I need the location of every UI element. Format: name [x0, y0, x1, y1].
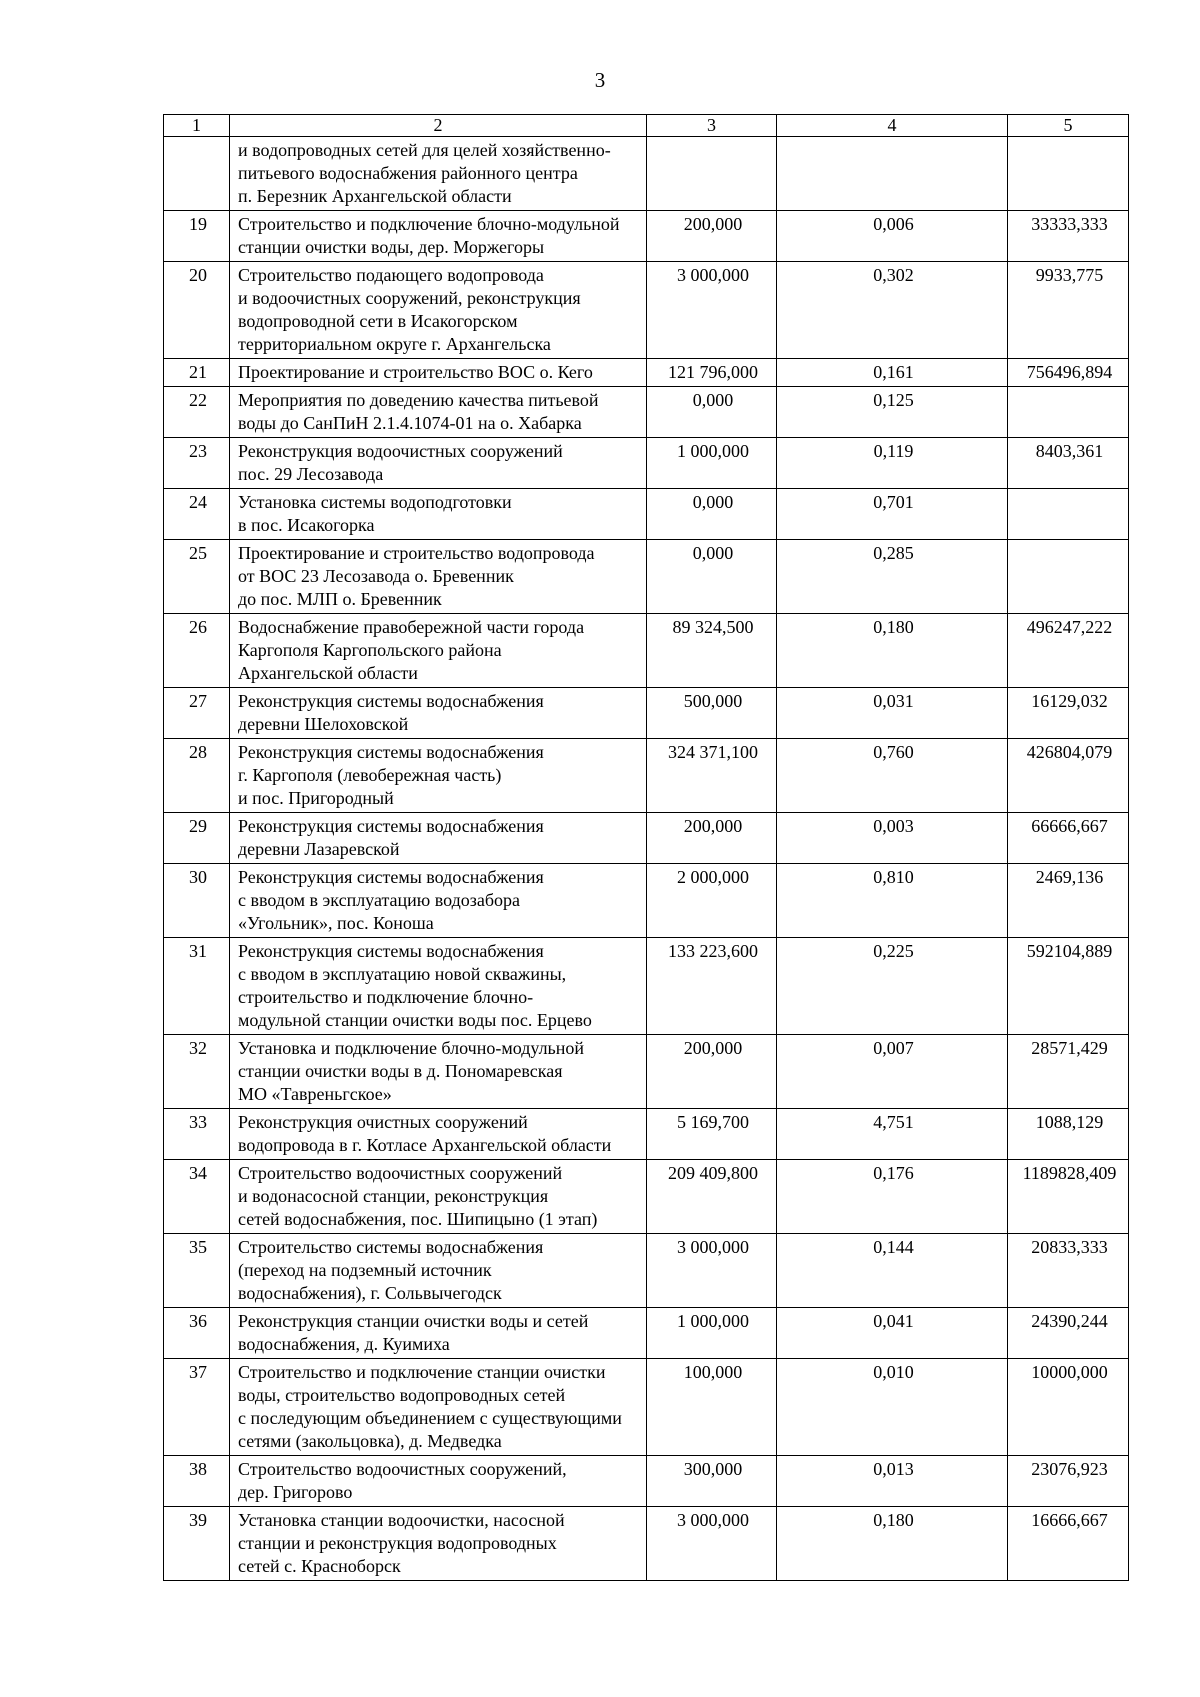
column-4-cell: 0,302: [777, 262, 1008, 359]
row-number-cell: 31: [164, 938, 230, 1035]
column-3-cell: 100,000: [647, 1359, 777, 1456]
table-row: [164, 359, 1129, 387]
column-3-cell: 300,000: [647, 1456, 777, 1507]
column-4-cell: 0,041: [777, 1308, 1008, 1359]
column-4-cell: 0,013: [777, 1456, 1008, 1507]
description-cell: Реконструкция системы водоснабжения с вводом в эксплуатацию водозабора «Угольник», пос. Коноша: [230, 864, 647, 938]
description-cell: Проектирование и строительство водопровода от ВОС 23 Лесозавода о. Бревенник до пос. МЛП о. Бревенник: [230, 540, 647, 614]
column-5-cell: 33333,333: [1008, 211, 1129, 262]
table-row: [164, 540, 1129, 614]
description-cell: Водоснабжение правобережной части города Каргополя Каргопольского района Архангельской области: [230, 614, 647, 688]
column-4-cell: 0,003: [777, 813, 1008, 864]
column-4-cell: 0,006: [777, 211, 1008, 262]
column-5-cell: 20833,333: [1008, 1234, 1129, 1308]
row-number-cell: 30: [164, 864, 230, 938]
column-3-cell: 89 324,500: [647, 614, 777, 688]
column-4-cell: 0,810: [777, 864, 1008, 938]
description-cell: Реконструкция системы водоснабжения деревни Лазаревской: [230, 813, 647, 864]
table-row: [164, 739, 1129, 813]
column-3-cell: 200,000: [647, 211, 777, 262]
column-5-cell: [1008, 540, 1129, 614]
column-4-cell: 0,125: [777, 387, 1008, 438]
column-header-5: 5: [1008, 115, 1129, 137]
table-row: [164, 1456, 1129, 1507]
column-3-cell: 0,000: [647, 489, 777, 540]
description-cell: Строительство и подключение блочно-модульной станции очистки воды, дер. Моржегоры: [230, 211, 647, 262]
column-3-cell: 0,000: [647, 387, 777, 438]
column-3-cell: 3 000,000: [647, 1234, 777, 1308]
description-cell: Установка станции водоочистки, насосной станции и реконструкция водопроводных сетей с. Красноборск: [230, 1507, 647, 1581]
column-5-cell: 23076,923: [1008, 1456, 1129, 1507]
column-header-1: 1: [164, 115, 230, 137]
column-5-cell: 496247,222: [1008, 614, 1129, 688]
column-5-cell: [1008, 137, 1129, 211]
column-5-cell: 756496,894: [1008, 359, 1129, 387]
description-cell: Строительство и подключение станции очистки воды, строительство водопроводных сетей с последующим объединением с существующими сетями (закольцовка), д. Медведка: [230, 1359, 647, 1456]
description-cell: Проектирование и строительство ВОС о. Кего: [230, 359, 647, 387]
column-header-3: 3: [647, 115, 777, 137]
row-number-cell: 39: [164, 1507, 230, 1581]
column-3-cell: 121 796,000: [647, 359, 777, 387]
description-cell: Реконструкция системы водоснабжения деревни Шелоховской: [230, 688, 647, 739]
column-5-cell: 426804,079: [1008, 739, 1129, 813]
column-5-cell: [1008, 387, 1129, 438]
description-cell: Строительство системы водоснабжения (переход на подземный источник водоснабжения), г. Сольвычегодск: [230, 1234, 647, 1308]
table-row: [164, 1234, 1129, 1308]
row-number-cell: 36: [164, 1308, 230, 1359]
column-5-cell: 28571,429: [1008, 1035, 1129, 1109]
row-number-cell: [164, 137, 230, 211]
table-row: [164, 262, 1129, 359]
column-5-cell: 16129,032: [1008, 688, 1129, 739]
column-5-cell: 2469,136: [1008, 864, 1129, 938]
table-row: [164, 1359, 1129, 1456]
column-5-cell: [1008, 489, 1129, 540]
row-number-cell: 32: [164, 1035, 230, 1109]
page-number: 3: [594, 68, 606, 92]
table-row: [164, 1160, 1129, 1234]
description-cell: Реконструкция системы водоснабжения с вводом в эксплуатацию новой скважины, строительство и подключение блочно- модульной станции очистки воды пос. Ерцево: [230, 938, 647, 1035]
row-number-cell: 19: [164, 211, 230, 262]
row-number-cell: 28: [164, 739, 230, 813]
table-row: [164, 211, 1129, 262]
description-cell: и водопроводных сетей для целей хозяйственно- питьевого водоснабжения районного центра п. Березник Архангельской области: [230, 137, 647, 211]
description-cell: Строительство подающего водопровода и водоочистных сооружений, реконструкция водопроводной сети в Исакогорском территориальном округе г. Архангельска: [230, 262, 647, 359]
column-3-cell: 324 371,100: [647, 739, 777, 813]
column-3-cell: 3 000,000: [647, 1507, 777, 1581]
table-row: [164, 137, 1129, 211]
column-4-cell: 0,180: [777, 1507, 1008, 1581]
column-4-cell: 0,161: [777, 359, 1008, 387]
table-row: [164, 813, 1129, 864]
row-number-cell: 25: [164, 540, 230, 614]
description-cell: Строительство водоочистных сооружений, дер. Григорово: [230, 1456, 647, 1507]
column-4-cell: 0,010: [777, 1359, 1008, 1456]
description-cell: Строительство водоочистных сооружений и водонасосной станции, реконструкция сетей водоснабжения, пос. Шипицыно (1 этап): [230, 1160, 647, 1234]
column-4-cell: 0,701: [777, 489, 1008, 540]
table-row: [164, 1308, 1129, 1359]
row-number-cell: 21: [164, 359, 230, 387]
column-5-cell: 24390,244: [1008, 1308, 1129, 1359]
column-5-cell: 8403,361: [1008, 438, 1129, 489]
row-number-cell: 23: [164, 438, 230, 489]
row-number-cell: 26: [164, 614, 230, 688]
column-5-cell: 10000,000: [1008, 1359, 1129, 1456]
column-3-cell: 500,000: [647, 688, 777, 739]
column-3-cell: 200,000: [647, 1035, 777, 1109]
column-4-cell: 0,119: [777, 438, 1008, 489]
row-number-cell: 22: [164, 387, 230, 438]
column-3-cell: 0,000: [647, 540, 777, 614]
table-row: [164, 1035, 1129, 1109]
table-body: [164, 137, 1129, 1581]
row-number-cell: 29: [164, 813, 230, 864]
column-4-cell: 0,007: [777, 1035, 1008, 1109]
row-number-cell: 37: [164, 1359, 230, 1456]
column-5-cell: 9933,775: [1008, 262, 1129, 359]
description-cell: Реконструкция водоочистных сооружений пос. 29 Лесозавода: [230, 438, 647, 489]
column-3-cell: 3 000,000: [647, 262, 777, 359]
column-5-cell: 1088,129: [1008, 1109, 1129, 1160]
description-cell: Установка и подключение блочно-модульной станции очистки воды в д. Пономаревская МО «Тавреньгское»: [230, 1035, 647, 1109]
description-cell: Мероприятия по доведению качества питьевой воды до СанПиН 2.1.4.1074-01 на о. Хабарка: [230, 387, 647, 438]
column-3-cell: 133 223,600: [647, 938, 777, 1035]
description-cell: Реконструкция очистных сооружений водопровода в г. Котласе Архангельской области: [230, 1109, 647, 1160]
column-4-cell: 0,760: [777, 739, 1008, 813]
table-row: [164, 1507, 1129, 1581]
description-cell: Установка системы водоподготовки в пос. Исакогорка: [230, 489, 647, 540]
table-row: [164, 1109, 1129, 1160]
table-row: [164, 864, 1129, 938]
column-4-cell: 0,285: [777, 540, 1008, 614]
row-number-cell: 38: [164, 1456, 230, 1507]
column-4-cell: 0,225: [777, 938, 1008, 1035]
column-3-cell: 2 000,000: [647, 864, 777, 938]
column-5-cell: 16666,667: [1008, 1507, 1129, 1581]
column-4-cell: 0,180: [777, 614, 1008, 688]
description-cell: Реконструкция системы водоснабжения г. Каргополя (левобережная часть) и пос. Пригородный: [230, 739, 647, 813]
table-header-row: [164, 115, 1129, 137]
column-3-cell: [647, 137, 777, 211]
column-5-cell: 592104,889: [1008, 938, 1129, 1035]
data-table: [163, 114, 1129, 1581]
column-3-cell: 1 000,000: [647, 1308, 777, 1359]
column-4-cell: 0,176: [777, 1160, 1008, 1234]
column-4-cell: 4,751: [777, 1109, 1008, 1160]
row-number-cell: 34: [164, 1160, 230, 1234]
row-number-cell: 35: [164, 1234, 230, 1308]
column-3-cell: 200,000: [647, 813, 777, 864]
table-row: [164, 387, 1129, 438]
row-number-cell: 33: [164, 1109, 230, 1160]
column-4-cell: 0,144: [777, 1234, 1008, 1308]
column-3-cell: 209 409,800: [647, 1160, 777, 1234]
column-header-4: 4: [777, 115, 1008, 137]
table-row: [164, 489, 1129, 540]
table-row: [164, 688, 1129, 739]
column-5-cell: 66666,667: [1008, 813, 1129, 864]
row-number-cell: 20: [164, 262, 230, 359]
row-number-cell: 27: [164, 688, 230, 739]
column-header-2: 2: [230, 115, 647, 137]
table-row: [164, 438, 1129, 489]
table-row: [164, 938, 1129, 1035]
column-4-cell: 0,031: [777, 688, 1008, 739]
column-4-cell: [777, 137, 1008, 211]
row-number-cell: 24: [164, 489, 230, 540]
column-3-cell: 1 000,000: [647, 438, 777, 489]
description-cell: Реконструкция станции очистки воды и сетей водоснабжения, д. Куимиха: [230, 1308, 647, 1359]
column-3-cell: 5 169,700: [647, 1109, 777, 1160]
column-5-cell: 1189828,409: [1008, 1160, 1129, 1234]
table-row: [164, 614, 1129, 688]
